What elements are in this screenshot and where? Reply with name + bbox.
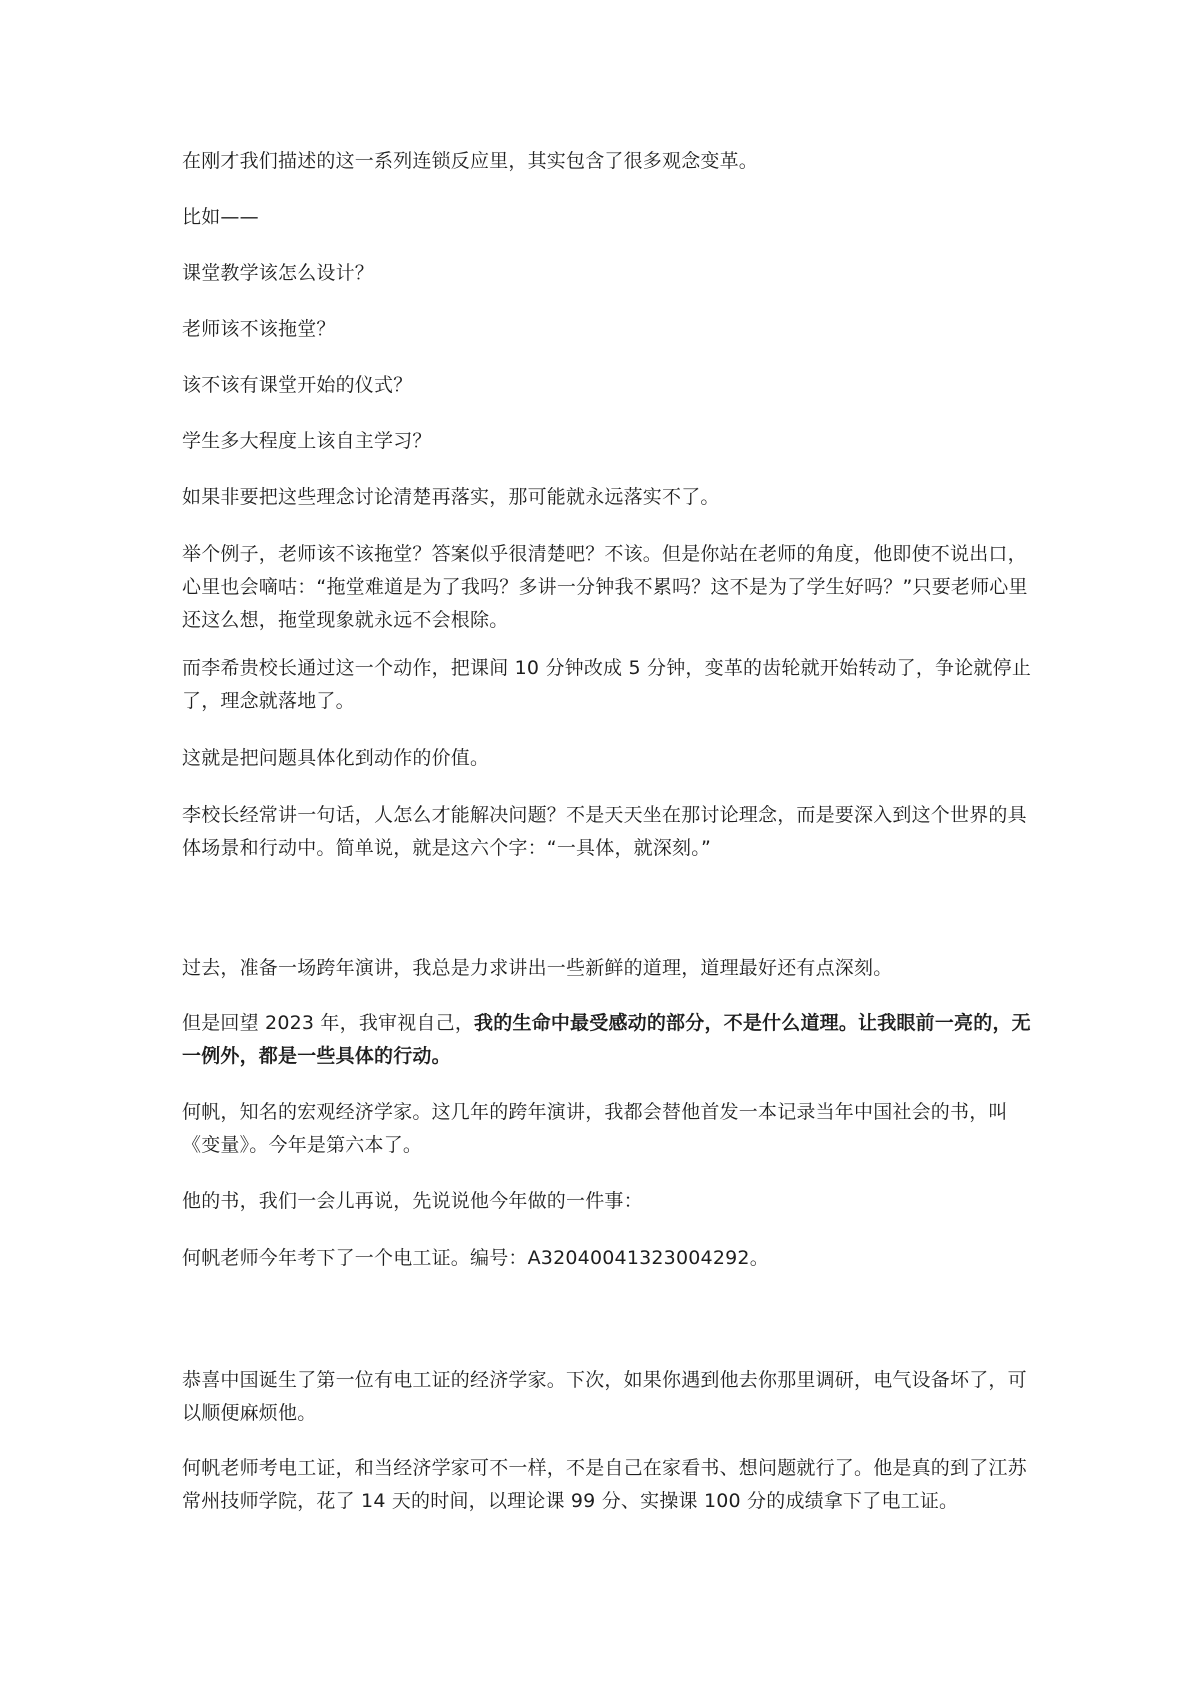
paragraph: 举个例子，老师该不该拖堂？答案似乎很清楚吧？不该。但是你站在老师的角度，他即使不说出口，心里也会嘀咕：“拖堂难道是为了我吗？多讲一分钟我不累吗？这不是为了学生好吗？”只要老师心里还这么想，拖堂现象就永远不会根除。	[182, 543, 1028, 631]
paragraph: 李校长经常讲一句话，人怎么才能解决问题？不是天天坐在那讨论理念，而是要深入到这个世界的具体场景和行动中。简单说，就是这六个字：“一具体，就深刻。”	[182, 804, 1027, 859]
paragraph: 何帆，知名的宏观经济学家。这几年的跨年演讲，我都会替他首发一本记录当年中国社会的书，叫《变量》。今年是第六本了。	[182, 1101, 1008, 1156]
paragraph: 如果非要把这些理念讨论清楚再落实，那可能就永远落实不了。	[182, 486, 720, 508]
paragraph: 这就是把问题具体化到动作的价值。	[182, 747, 490, 769]
paragraph: 而李希贵校长通过这一个动作，把课间 10 分钟改成 5 分钟，变革的齿轮就开始转动了，争论就停止了，理念就落地了。	[182, 657, 1032, 712]
paragraph: 老师该不该拖堂？	[182, 318, 336, 340]
paragraph-with-emphasis	[182, 1007, 1032, 1073]
paragraph-plain-text: 但是回望 2023 年，我审视自己，	[182, 1012, 475, 1034]
paragraph: 何帆老师今年考下了一个电工证。编号：A32040041323004292。	[182, 1247, 769, 1269]
paragraph: 比如——	[182, 206, 259, 228]
paragraph: 他的书，我们一会儿再说，先说说他今年做的一件事：	[182, 1190, 643, 1212]
paragraph-bold-text: 我的生命中最受感动的部分，不是什么道理。让我眼前一亮的，无一例外，都是一些具体的行动。	[182, 1012, 1031, 1067]
paragraph: 过去，准备一场跨年演讲，我总是力求讲出一些新鲜的道理，道理最好还有点深刻。	[182, 957, 893, 979]
paragraph: 该不该有课堂开始的仪式？	[182, 374, 413, 396]
paragraph: 学生多大程度上该自主学习？	[182, 430, 432, 452]
paragraph: 恭喜中国诞生了第一位有电工证的经济学家。下次，如果你遇到他去你那里调研，电气设备坏了，可以顺便麻烦他。	[182, 1369, 1027, 1424]
paragraph: 在刚才我们描述的这一系列连锁反应里，其实包含了很多观念变革。	[182, 150, 759, 172]
paragraph: 课堂教学该怎么设计？	[182, 262, 375, 284]
paragraph: 何帆老师考电工证，和当经济学家可不一样，不是自己在家看书、想问题就行了。他是真的到了江苏常州技师学院，花了 14 天的时间，以理论课 99 分、实操课 100 分的成绩拿下了电工证。	[182, 1457, 1027, 1512]
